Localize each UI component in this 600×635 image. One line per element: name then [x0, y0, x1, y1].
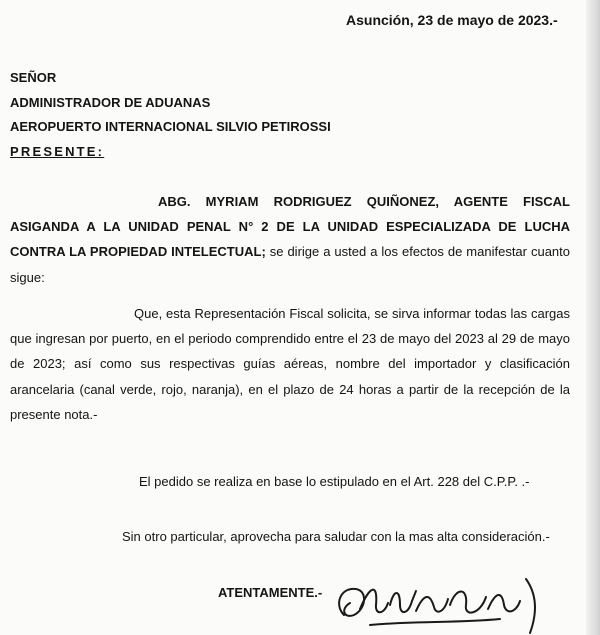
- intro-paragraph-rest: se dirige a usted a los efectos de manifestar cuanto sigue:: [10, 244, 570, 285]
- intro-paragraph: [10, 189, 570, 290]
- presente-heading: PRESENTE:: [10, 143, 105, 159]
- handwritten-signature: [330, 575, 555, 635]
- scan-edge-shadow: [586, 0, 600, 635]
- addressee-block: [10, 66, 331, 164]
- salutation-line: Sin otro particular, aprovecha para saludar con la mas alta consideración.-: [122, 529, 550, 544]
- addressee-line-title: SEÑOR: [10, 70, 57, 85]
- legal-basis-line: El pedido se realiza en base lo estipulado en el Art. 228 del C.P.P. .-: [139, 474, 530, 489]
- addressee-line-position: ADMINISTRADOR DE ADUANAS: [10, 94, 211, 110]
- addressee-line-institution: AEROPUERTO INTERNACIONAL SILVIO PETIROSSI: [10, 119, 331, 134]
- request-paragraph-text: Que, esta Representación Fiscal solicita, se sirva informar todas las cargas que ingresan por puerto, en el periodo comprendido entre el 23 de mayo del 2023 al 29 de mayo de 2023; así como sus respectivas guías aéreas, nombre del importador y clasificación arancelaria (canal verde, rojo, naranja), en el plazo de 24 horas a partir de la recepción de la presente nota.-: [10, 306, 570, 422]
- intro-sender-identification: ABG. MYRIAM RODRIGUEZ QUIÑONEZ, AGENTE FISCAL ASIGANDA A LA UNIDAD PENAL N° 2 DE LA UNIDAD ESPECIALIZADA DE LUCHA CONTRA LA PROPIEDAD INTELECTUAL;: [10, 194, 570, 260]
- letter-date: Asunción, 23 de mayo de 2023.-: [346, 12, 558, 28]
- closing-label: ATENTAMENTE.-: [218, 585, 323, 600]
- request-paragraph: [10, 301, 570, 427]
